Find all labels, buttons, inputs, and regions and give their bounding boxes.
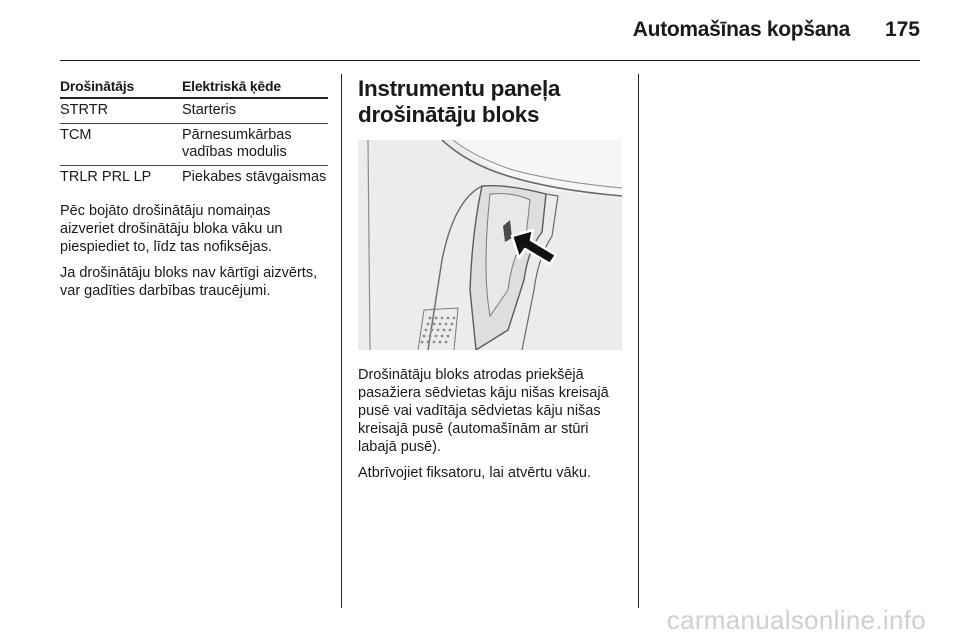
fuse-cell: STRTR: [60, 102, 109, 118]
circuit-cell: Starteris: [182, 102, 236, 118]
middle-column: [358, 76, 626, 482]
fuse-box-illustration: [358, 140, 622, 350]
table-row: [60, 99, 328, 124]
fuse-cell: TRLR PRL LP: [60, 169, 152, 185]
section-heading-line-1: Instrumentu paneļa: [358, 76, 561, 101]
section-heading-line-2: drošinātāju bloks: [358, 102, 540, 127]
fuse-table-header: [60, 78, 328, 99]
left-column: [60, 78, 328, 300]
section-heading: [358, 76, 626, 128]
page-title: Automašīnas kopšana: [632, 18, 850, 41]
closing-instruction-paragraph: Pēc bojāto drošinātāju nomaiņas aizveriet drošinātāju bloka vāku un piespiediet to, līdz tas nofiksējas.: [60, 203, 283, 255]
fuse-cell: TCM: [60, 127, 92, 143]
table-row: [60, 124, 328, 166]
table-row: [60, 166, 328, 190]
circuit-cell: Pārnesumkārbas vadības modulis: [182, 127, 292, 160]
header-rule: [60, 60, 920, 61]
column-divider-1: [341, 74, 342, 608]
column-divider-2: [638, 74, 639, 608]
watermark: carmanualsonline.info: [666, 605, 926, 635]
fuse-box-drawing: [358, 140, 622, 350]
warning-paragraph: Ja drošinātāju bloks nav kārtīgi aizvērts, var gadīties darbības traucējumi.: [60, 265, 318, 299]
page-number: 175: [884, 18, 920, 41]
column-header-fuse: Drošinātājs: [60, 78, 135, 94]
fuse-table: [60, 78, 328, 190]
location-paragraph: Drošinātāju bloks atrodas priekšējā pasažiera sēdvietas kāju nišas kreisajā pusē vai vadītāja sēdvietas kāju nišas kreisajā pusē (automašīnām ar stūri labajā pusē).: [358, 367, 609, 455]
column-header-circuit: Elektriskā ķēde: [182, 78, 281, 94]
open-cover-paragraph: Atbrīvojiet fiksatoru, lai atvērtu vāku.: [358, 465, 591, 481]
circuit-cell: Piekabes stāvgaismas: [182, 169, 327, 185]
